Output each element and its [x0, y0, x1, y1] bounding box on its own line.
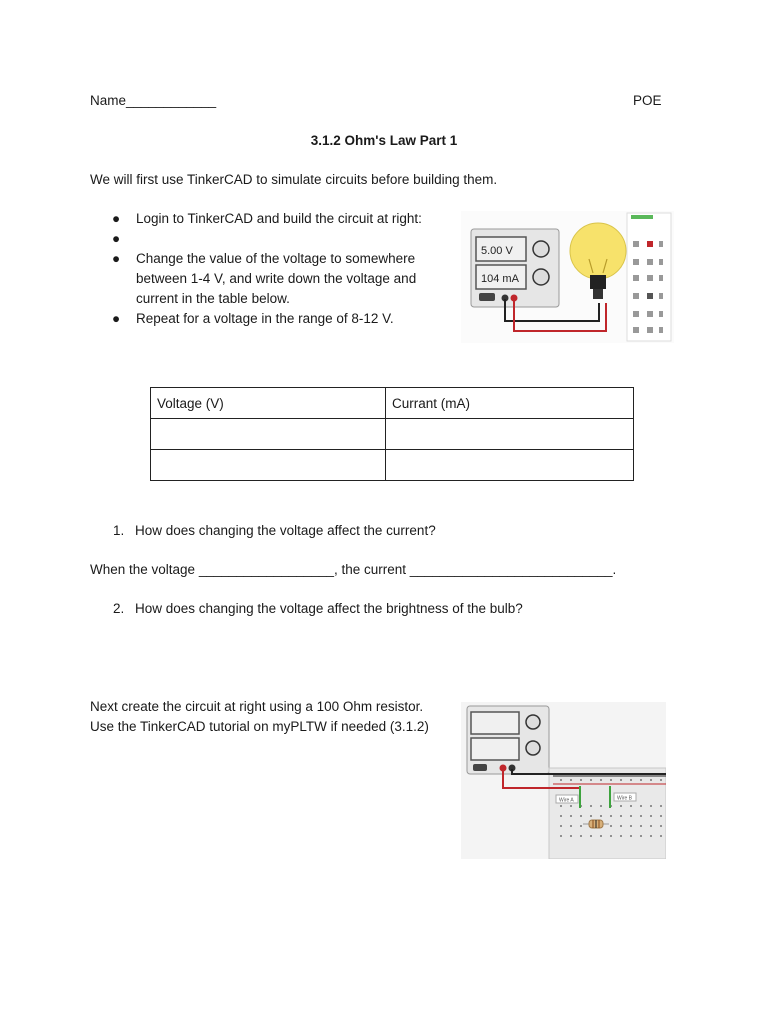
- table-cell[interactable]: [151, 419, 386, 450]
- breadboard: [549, 768, 666, 859]
- data-table: [150, 387, 634, 481]
- fill-in-sentence: When the voltage __________________, the current ___________________________.: [90, 562, 617, 577]
- name-field-label: Name____________: [90, 93, 217, 108]
- next-section-line-2: Use the TinkerCAD tutorial on myPLTW if needed (3.1.2): [90, 719, 429, 734]
- list-item: [108, 209, 438, 229]
- current-display: [471, 738, 519, 760]
- voltage-display: [471, 712, 519, 734]
- next-section-line-1: Next create the circuit at right using a 100 Ohm resistor.: [90, 699, 424, 714]
- table-cell[interactable]: [151, 450, 386, 481]
- list-item: [108, 229, 438, 249]
- table-cell[interactable]: [386, 450, 634, 481]
- question-1: [113, 523, 436, 538]
- list-item-text: Change the value of the voltage to somewhere between 1-4 V, and write down the voltage and current in the table below.: [136, 251, 417, 306]
- voltage-knob: [533, 241, 549, 257]
- circuit-figure-breadboard: [461, 702, 666, 859]
- list-item-text: Login to TinkerCAD and build the circuit at right:: [136, 211, 422, 226]
- bulb-icon: [570, 223, 626, 279]
- table-row: [151, 419, 634, 450]
- current-readout: 104 mA: [481, 273, 519, 285]
- bullet-icon: ●: [112, 231, 121, 246]
- voltage-knob: [526, 715, 540, 729]
- question-2: [113, 601, 523, 616]
- course-label: POE: [633, 93, 662, 108]
- instruction-list: [108, 209, 438, 329]
- bulb-socket: [590, 275, 606, 289]
- question-number: 2.: [113, 601, 125, 616]
- bullet-icon: ●: [112, 211, 121, 226]
- intro-text: We will first use TinkerCAD to simulate circuits before building them.: [90, 172, 498, 187]
- table-header-row: [151, 388, 634, 419]
- power-switch: [479, 293, 495, 301]
- circuit-figure-bulb: [461, 211, 674, 343]
- wire-a-label: Wire A: [559, 797, 574, 804]
- list-item-text: Repeat for a voltage in the range of 8-12 V.: [136, 311, 394, 326]
- table-cell[interactable]: [386, 419, 634, 450]
- current-knob: [526, 741, 540, 755]
- list-item: [108, 249, 438, 309]
- wire-b-label: Wire B: [617, 795, 632, 802]
- header-voltage: Voltage (V): [151, 388, 386, 419]
- voltage-readout: 5.00 V: [481, 245, 513, 257]
- question-number: 1.: [113, 523, 125, 538]
- list-item: [108, 309, 438, 329]
- bullet-icon: ●: [112, 251, 121, 266]
- header-current: Currant (mA): [386, 388, 634, 419]
- question-text: How does changing the voltage affect the brightness of the bulb?: [135, 601, 523, 616]
- bullet-icon: ●: [112, 311, 121, 326]
- current-knob: [533, 269, 549, 285]
- question-text: How does changing the voltage affect the current?: [135, 523, 436, 538]
- power-switch: [473, 764, 487, 771]
- table-row: [151, 450, 634, 481]
- page-title: 3.1.2 Ohm's Law Part 1: [310, 133, 458, 148]
